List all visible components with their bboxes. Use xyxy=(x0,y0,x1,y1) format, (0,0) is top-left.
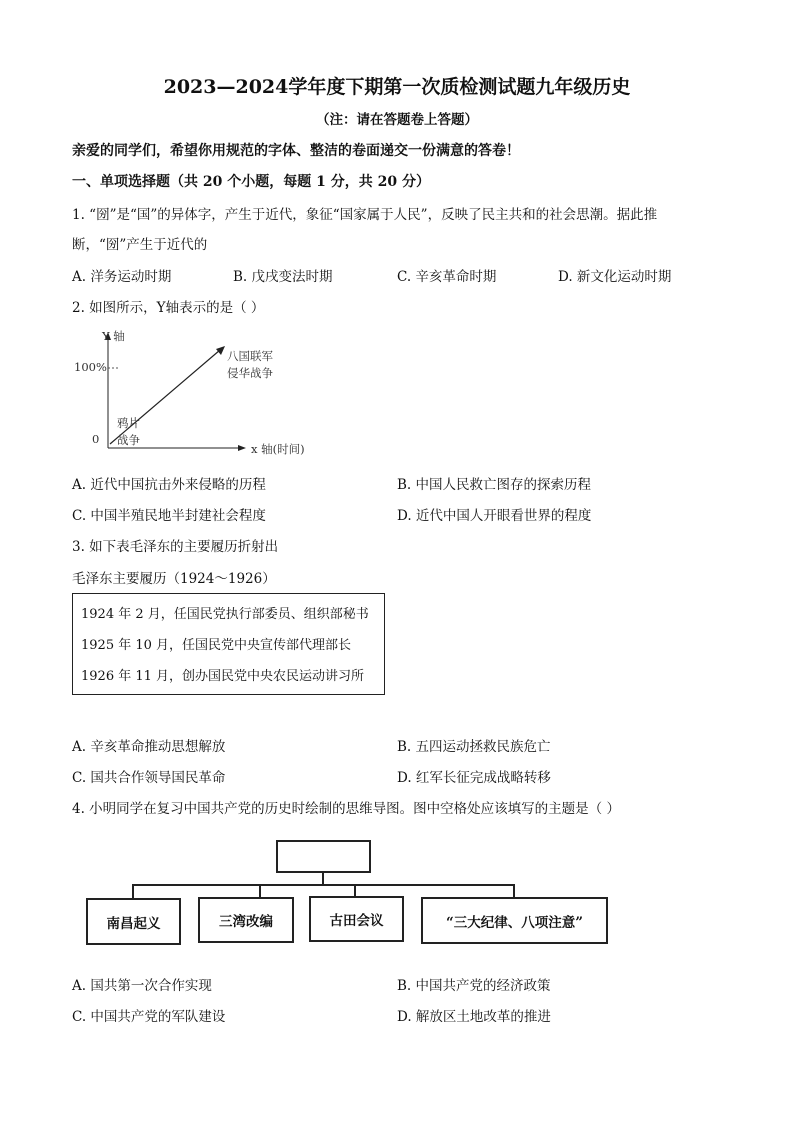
q1-option-d[interactable]: D. 新文化运动时期 xyxy=(558,269,672,285)
q2-option-a[interactable]: A. 近代中国抗击外来侵略的历程 xyxy=(72,477,266,493)
q3-resume-table xyxy=(72,593,385,695)
q1-option-a[interactable]: A. 洋务运动时期 xyxy=(72,269,172,285)
q4-option-c[interactable]: C. 中国共产党的军队建设 xyxy=(72,1009,226,1025)
x-axis-arrow xyxy=(238,445,246,451)
q2-option-d[interactable]: D. 近代中国人开眼看世界的程度 xyxy=(397,508,592,524)
q4-option-b[interactable]: B. 中国共产党的经济政策 xyxy=(397,978,551,994)
trend-arrow xyxy=(216,346,225,355)
start-event-label-1: 鸦片 xyxy=(117,416,140,430)
q3-option-a[interactable]: A. 辛亥革命推动思想解放 xyxy=(72,739,226,755)
q3-option-c[interactable]: C. 国共合作领导国民革命 xyxy=(72,770,226,786)
mindmap-node: “三大纪律、八项注意” xyxy=(421,897,608,944)
mindmap-node: 古田会议 xyxy=(309,896,404,942)
q3-resume-row: 1926 年 11 月，创办国民党中央农民运动讲习所 xyxy=(81,669,365,684)
y-axis-label: Y 轴 xyxy=(102,329,125,343)
q4-option-d[interactable]: D. 解放区土地改革的推进 xyxy=(397,1009,551,1025)
start-event-label-2: 战争 xyxy=(117,433,140,447)
q3-stem: 3. 如下表毛泽东的主要履历折射出 xyxy=(72,539,279,555)
end-event-label-2: 侵华战争 xyxy=(227,366,273,380)
section-title: 一、单项选择题（共 20 个小题，每题 1 分，共 20 分） xyxy=(72,174,430,190)
q3-table-caption: 毛泽东主要履历（1924～1926） xyxy=(72,571,276,587)
exam-note: （注：请在答题卷上答题） xyxy=(316,112,478,128)
q3-resume-row: 1925 年 10 月，任国民党中央宣传部代理部长 xyxy=(81,638,352,653)
mindmap-node: 南昌起义 xyxy=(86,898,181,945)
q4-option-a[interactable]: A. 国共第一次合作实现 xyxy=(72,978,212,994)
q1-stem-line1: 1. “圀”是“国”的异体字，产生于近代，象征“国家属于人民”，反映了民主共和的社会思潮。据此推 xyxy=(72,207,658,223)
end-event-label-1: 八国联军 xyxy=(227,349,273,363)
exam-title: 2023—2024学年度下期第一次质检测试题九年级历史 xyxy=(163,76,631,98)
q3-option-b[interactable]: B. 五四运动拯救民族危亡 xyxy=(397,739,551,755)
mindmap-node: 三湾改编 xyxy=(198,897,294,943)
q3-option-d[interactable]: D. 红军长征完成战略转移 xyxy=(397,770,551,786)
q4-stem: 4. 小明同学在复习中国共产党的历史时绘制的思维导图。图中空格处应该填写的主题是（ ） xyxy=(72,801,620,817)
q2-option-b[interactable]: B. 中国人民救亡图存的探索历程 xyxy=(397,477,592,493)
mindmap-root-blank xyxy=(276,840,371,873)
mindmap-connector xyxy=(513,884,515,898)
q2-graph xyxy=(68,326,328,461)
x-axis-label: x 轴(时间) xyxy=(251,442,305,456)
q1-option-c[interactable]: C. 辛亥革命时期 xyxy=(397,269,497,285)
q1-option-b[interactable]: B. 戊戌变法时期 xyxy=(233,269,333,285)
mindmap-connector xyxy=(259,884,261,898)
q3-resume-row: 1924 年 2 月，任国民党执行部委员、组织部秘书 xyxy=(81,607,369,622)
origin-label: 0 xyxy=(92,432,100,446)
mindmap-connector xyxy=(132,884,514,886)
y-top-tick-label: 100% xyxy=(74,360,107,374)
mindmap-connector xyxy=(132,884,134,899)
q2-stem: 2. 如图所示，Y轴表示的是（ ） xyxy=(72,300,265,316)
q2-option-c[interactable]: C. 中国半殖民地半封建社会程度 xyxy=(72,508,266,524)
q1-stem-line2: 断，“圀”产生于近代的 xyxy=(72,237,208,253)
greeting-text: 亲爱的同学们，希望你用规范的字体、整洁的卷面递交一份满意的答卷！ xyxy=(72,143,520,159)
